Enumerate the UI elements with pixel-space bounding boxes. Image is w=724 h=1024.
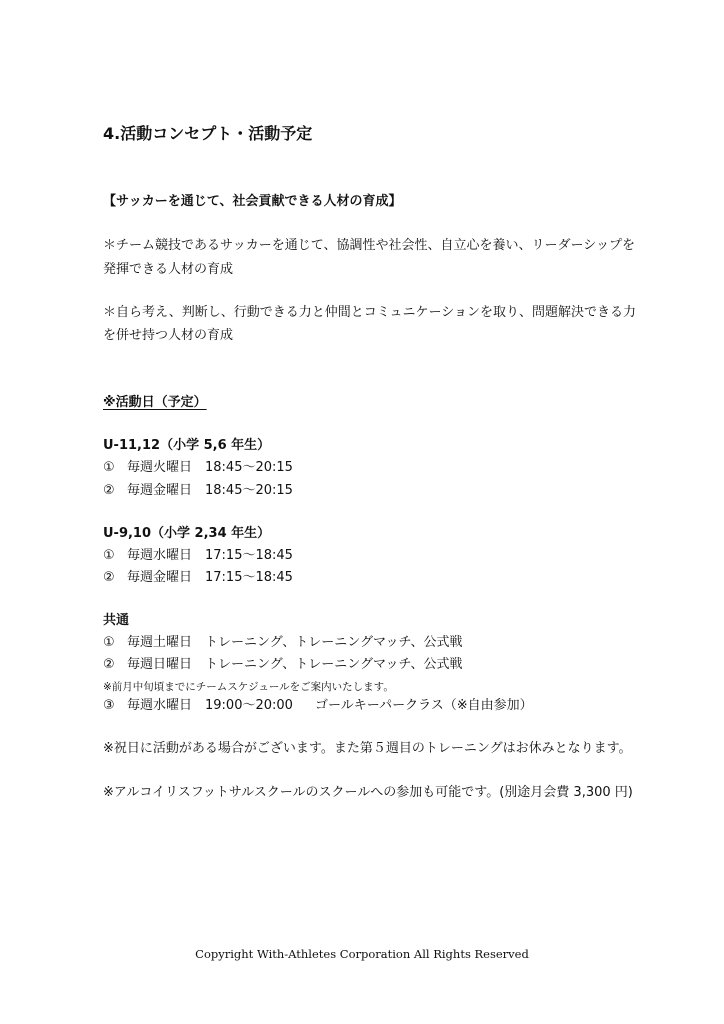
row-mark: ① xyxy=(103,460,115,475)
row-day: 毎週金曜日 xyxy=(127,483,193,498)
row-day: 毎週金曜日 xyxy=(127,570,193,585)
u1112-heading: U-11,12（小学 5,6 年生） xyxy=(103,438,271,453)
concept-item1-line1: ＊チーム競技であるサッカーを通じて、協調性や社会性、自立心を養い、リーダーシップを xyxy=(103,238,635,253)
row-day: 毎週火曜日 xyxy=(127,460,193,475)
common-row-1 xyxy=(103,635,463,651)
u910-row-2 xyxy=(103,570,293,586)
concept-item2-line1: ＊自ら考え、判断し、行動できる力と仲間とコミュニケーションを取り、問題解決できる力 xyxy=(103,305,637,320)
u910-row-1 xyxy=(103,548,293,564)
futsal-note: ※アルコイリスフットサルスクールのスクールへの参加も可能です。(別途月会費 3,300 円) xyxy=(103,785,633,800)
row-time: 18:45～20:15 xyxy=(205,483,293,498)
concept-heading: 【サッカーを通じて、社会貢献できる人材の育成】 xyxy=(103,194,402,209)
row-mark: ② xyxy=(103,570,115,585)
row-time: 17:15～18:45 xyxy=(205,548,293,563)
holiday-note: ※祝日に活動がある場合がございます。また第５週目のトレーニングはお休みとなります。 xyxy=(103,741,632,756)
concept-item1-line2: 発揮できる人材の育成 xyxy=(103,262,234,277)
schedule-heading: ※活動日（予定） xyxy=(103,395,207,410)
row-desc: トレーニング、トレーニングマッチ、公式戦 xyxy=(205,635,463,650)
row-day: 毎週日曜日 xyxy=(127,657,193,672)
u910-heading: U-9,10（小学 2,34 年生） xyxy=(103,526,271,541)
row-mark: ① xyxy=(103,548,115,563)
row-desc: ゴールキーパークラス（※自由参加） xyxy=(315,698,533,713)
row-day: 毎週水曜日 xyxy=(127,548,193,563)
row-desc: トレーニング、トレーニングマッチ、公式戦 xyxy=(205,657,463,672)
u1112-row-1 xyxy=(103,460,293,476)
row-mark: ② xyxy=(103,483,115,498)
row-time: 18:45～20:15 xyxy=(205,460,293,475)
common-note: ※前月中旬頃までにチームスケジュールをご案内いたします。 xyxy=(103,681,394,693)
row-day: 毎週水曜日 xyxy=(127,698,193,713)
row-day: 毎週土曜日 xyxy=(127,635,193,650)
common-row-3 xyxy=(103,698,533,714)
u1112-row-2 xyxy=(103,483,293,499)
concept-item2-line2: を併せ持つ人材の育成 xyxy=(103,328,234,343)
copyright-footer: Copyright With-Athletes Corporation All Rights Reserved xyxy=(195,947,529,961)
common-heading: 共通 xyxy=(103,613,130,628)
row-mark: ① xyxy=(103,635,115,650)
common-row-2 xyxy=(103,657,463,673)
row-time: 19:00～20:00 xyxy=(205,698,293,713)
page-title: 4.活動コンセプト・活動予定 xyxy=(103,124,313,143)
row-time: 17:15～18:45 xyxy=(205,570,293,585)
row-mark: ② xyxy=(103,657,115,672)
row-mark: ③ xyxy=(103,698,115,713)
